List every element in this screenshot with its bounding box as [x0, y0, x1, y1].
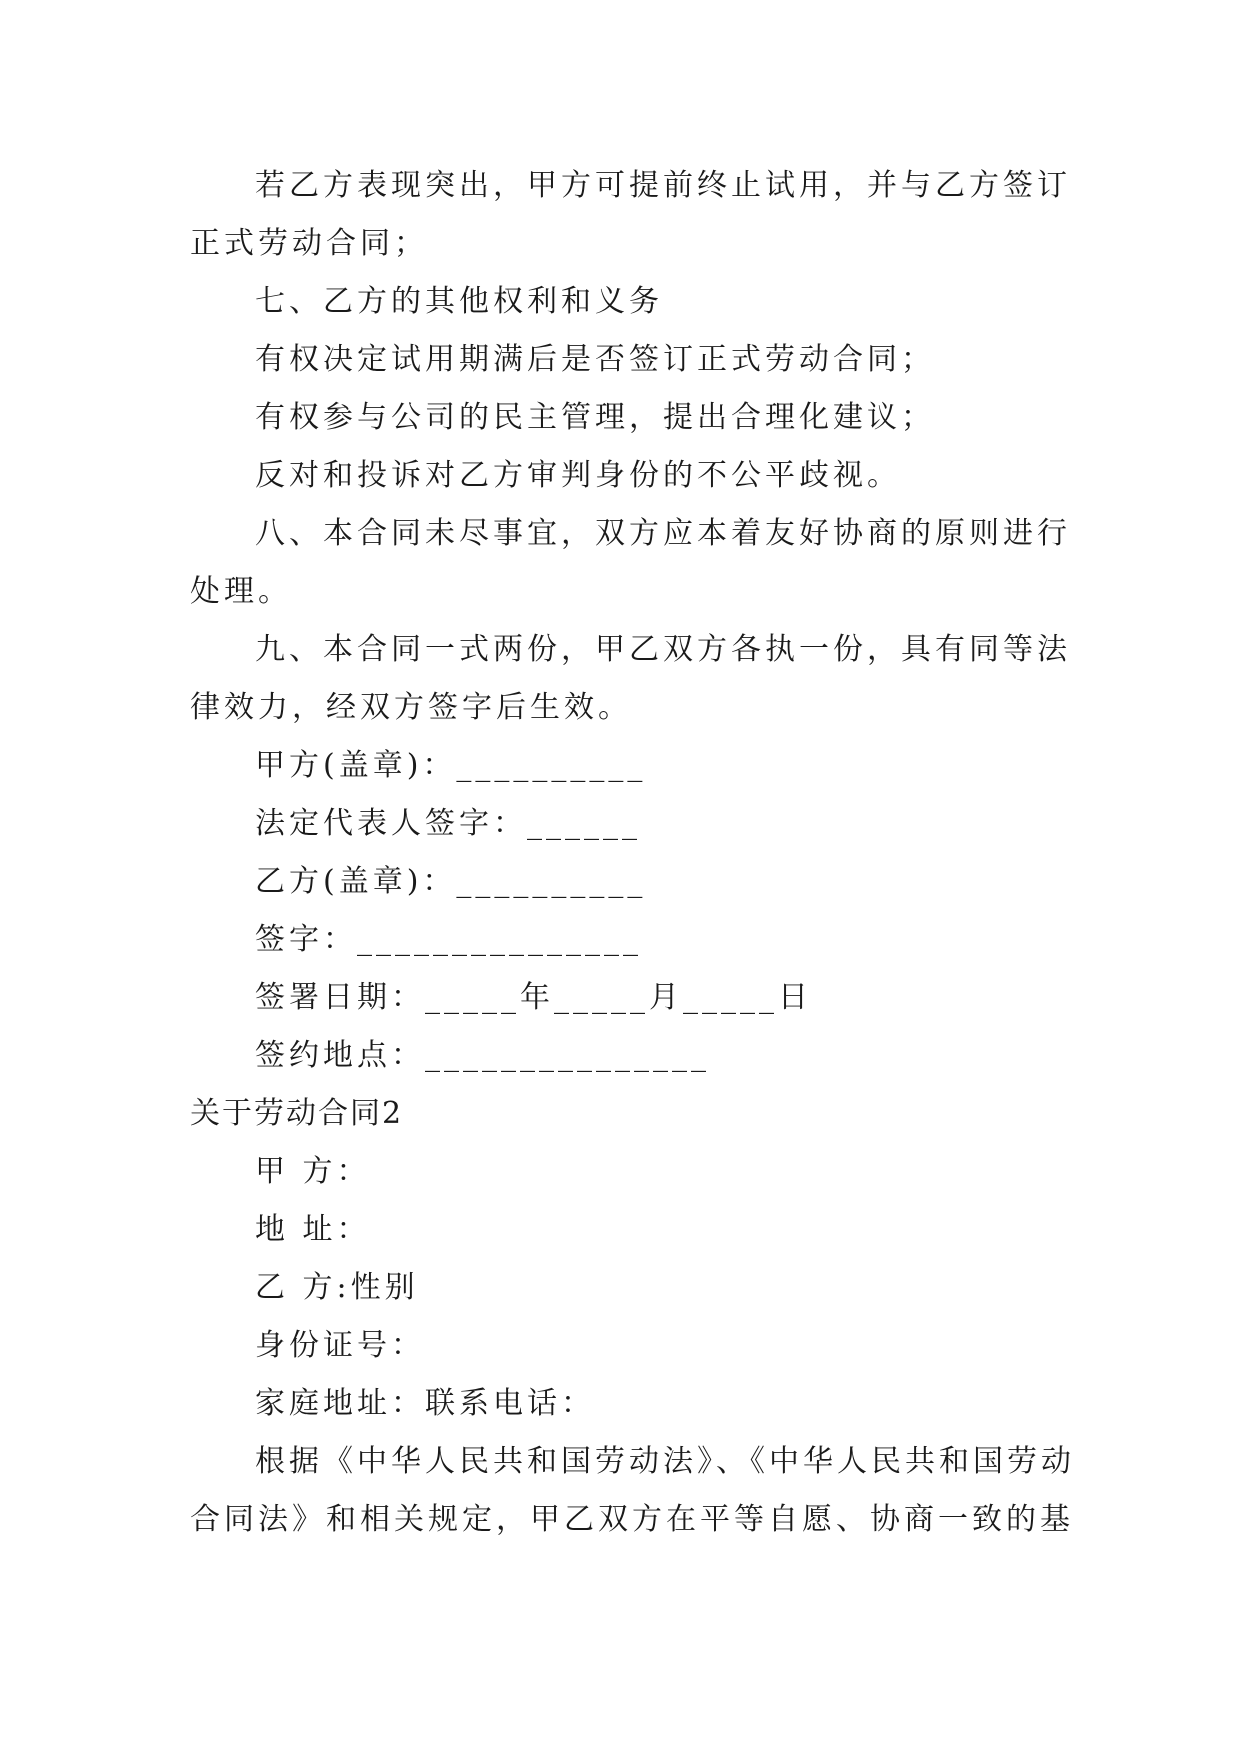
- paragraph-line: 有权决定试用期满后是否签订正式劳动合同；: [255, 342, 935, 377]
- field-home-address-phone: 家庭地址：联系电话：: [255, 1386, 595, 1421]
- field-id-number: 身份证号：: [255, 1328, 425, 1363]
- signature-field-party-b: 乙方(盖章)：__________: [255, 864, 647, 899]
- signature-field-place: 签约地点：_______________: [255, 1038, 710, 1073]
- signature-field-sign: 签字：_______________: [255, 922, 642, 957]
- signature-field-legal-rep: 法定代表人签字：______: [255, 806, 641, 841]
- document-title: 关于劳动合同2: [190, 1096, 404, 1131]
- paragraph-line: 若乙方表现突出，甲方可提前终止试用，并与乙方签订: [255, 168, 1071, 203]
- field-party-a: 甲 方：: [255, 1154, 371, 1189]
- field-party-b-gender: 乙 方:性别: [255, 1270, 419, 1305]
- signature-field-date: 签署日期：_____年_____月_____日: [255, 980, 812, 1015]
- section-heading: 七、乙方的其他权利和义务: [255, 284, 663, 319]
- paragraph-line: 八、本合同未尽事宜，双方应本着友好协商的原则进行: [255, 516, 1071, 551]
- paragraph-line: 九、本合同一式两份，甲乙双方各执一份，具有同等法: [255, 632, 1071, 667]
- paragraph-line: 根据《中华人民共和国劳动法》、《中华人民共和国劳动: [255, 1444, 1075, 1479]
- paragraph-line: 反对和投诉对乙方审判身份的不公平歧视。: [255, 458, 901, 493]
- paragraph-line: 律效力，经双方签字后生效。: [190, 690, 632, 725]
- paragraph-line: 正式劳动合同；: [190, 226, 428, 261]
- field-address: 地 址：: [255, 1212, 371, 1247]
- paragraph-line: 处理。: [190, 574, 292, 609]
- paragraph-line: 合同法》和相关规定，甲乙双方在平等自愿、协商一致的基: [190, 1502, 1074, 1537]
- paragraph-line: 有权参与公司的民主管理，提出合理化建议；: [255, 400, 935, 435]
- signature-field-party-a: 甲方(盖章)：__________: [255, 748, 647, 783]
